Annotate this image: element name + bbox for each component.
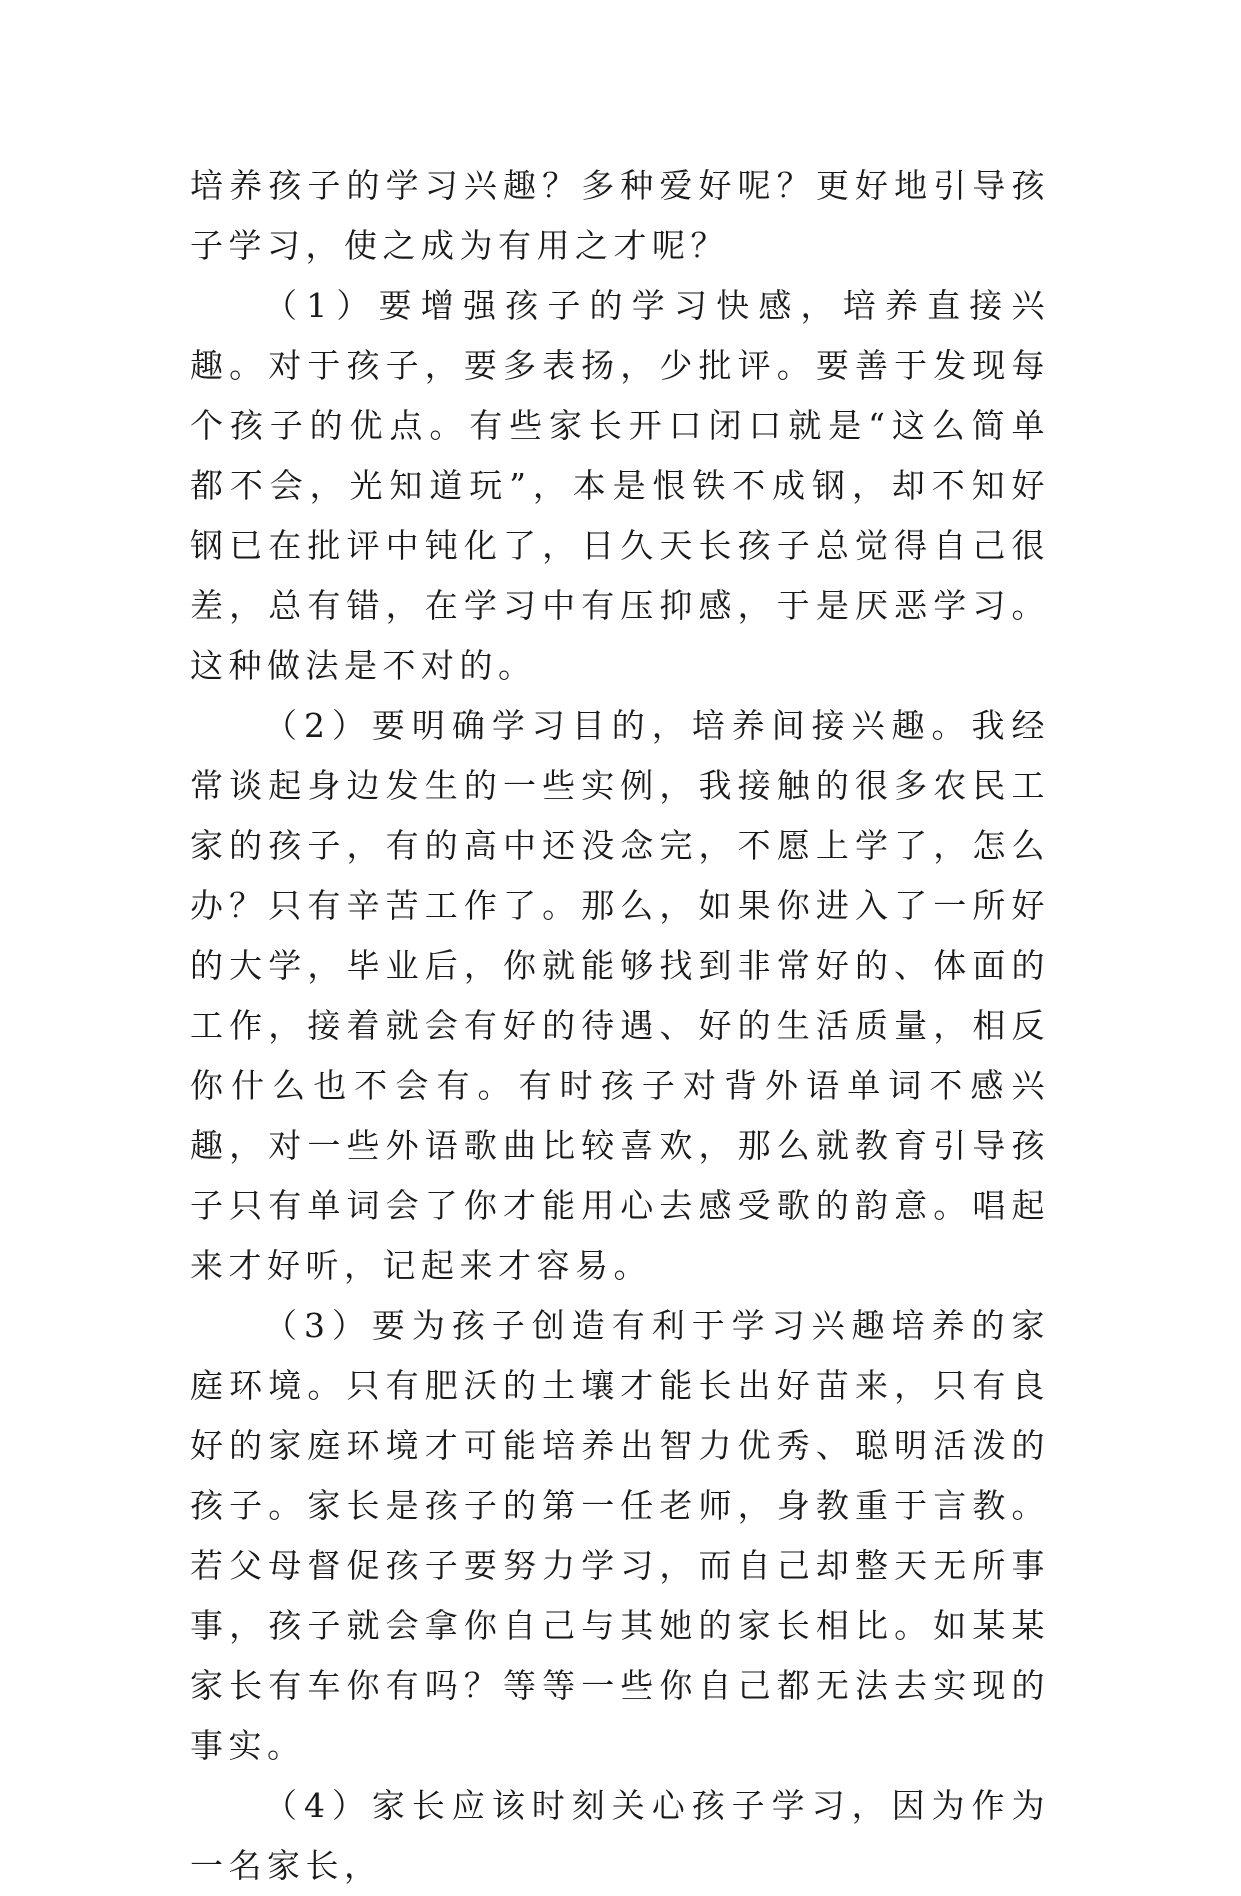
paragraph-point-4: （4）家长应该时刻关心孩子学习，因为作为一名家长，	[190, 1786, 1050, 1885]
paragraph-continuation: 培养孩子的学习兴趣？多种爱好呢？更好地引导孩子学习，使之成为有用之才呢？	[190, 166, 1050, 265]
paragraph-point-3: （3）要为孩子创造有利于学习兴趣培养的家庭环境。只有肥沃的土壤才能长出好苗来，只有良好的家庭环境才可能培养出智力优秀、聪明活泼的孩子。家长是孩子的第一任老师，身教重于言教。若父母督促孩子要努力学习，而自己却整天无所事事，孩子就会拿你自己与其她的家长相比。如某某家长有车你有吗？等等一些你自己都无法去实现的事实。	[190, 1306, 1050, 1765]
document-body	[190, 156, 1050, 1896]
paragraph-point-1: （1）要增强孩子的学习快感，培养直接兴趣。对于孩子，要多表扬，少批评。要善于发现每个孩子的优点。有些家长开口闭口就是“这么简单都不会，光知道玩”，本是恨铁不成钢，却不知好钢已在批评中钝化了，日久天长孩子总觉得自己很差，总有错，在学习中有压抑感，于是厌恶学习。这种做法是不对的。	[190, 286, 1050, 685]
paragraph-point-2: （2）要明确学习目的，培养间接兴趣。我经常谈起身边发生的一些实例，我接触的很多农民工家的孩子，有的高中还没念完，不愿上学了，怎么办？只有辛苦工作了。那么，如果你进入了一所好的大学，毕业后，你就能够找到非常好的、体面的工作，接着就会有好的待遇、好的生活质量，相反你什么也不会有。有时孩子对背外语单词不感兴趣，对一些外语歌曲比较喜欢，那么就教育引导孩子只有单词会了你才能用心去感受歌的韵意。唱起来才好听，记起来才容易。	[190, 706, 1050, 1285]
